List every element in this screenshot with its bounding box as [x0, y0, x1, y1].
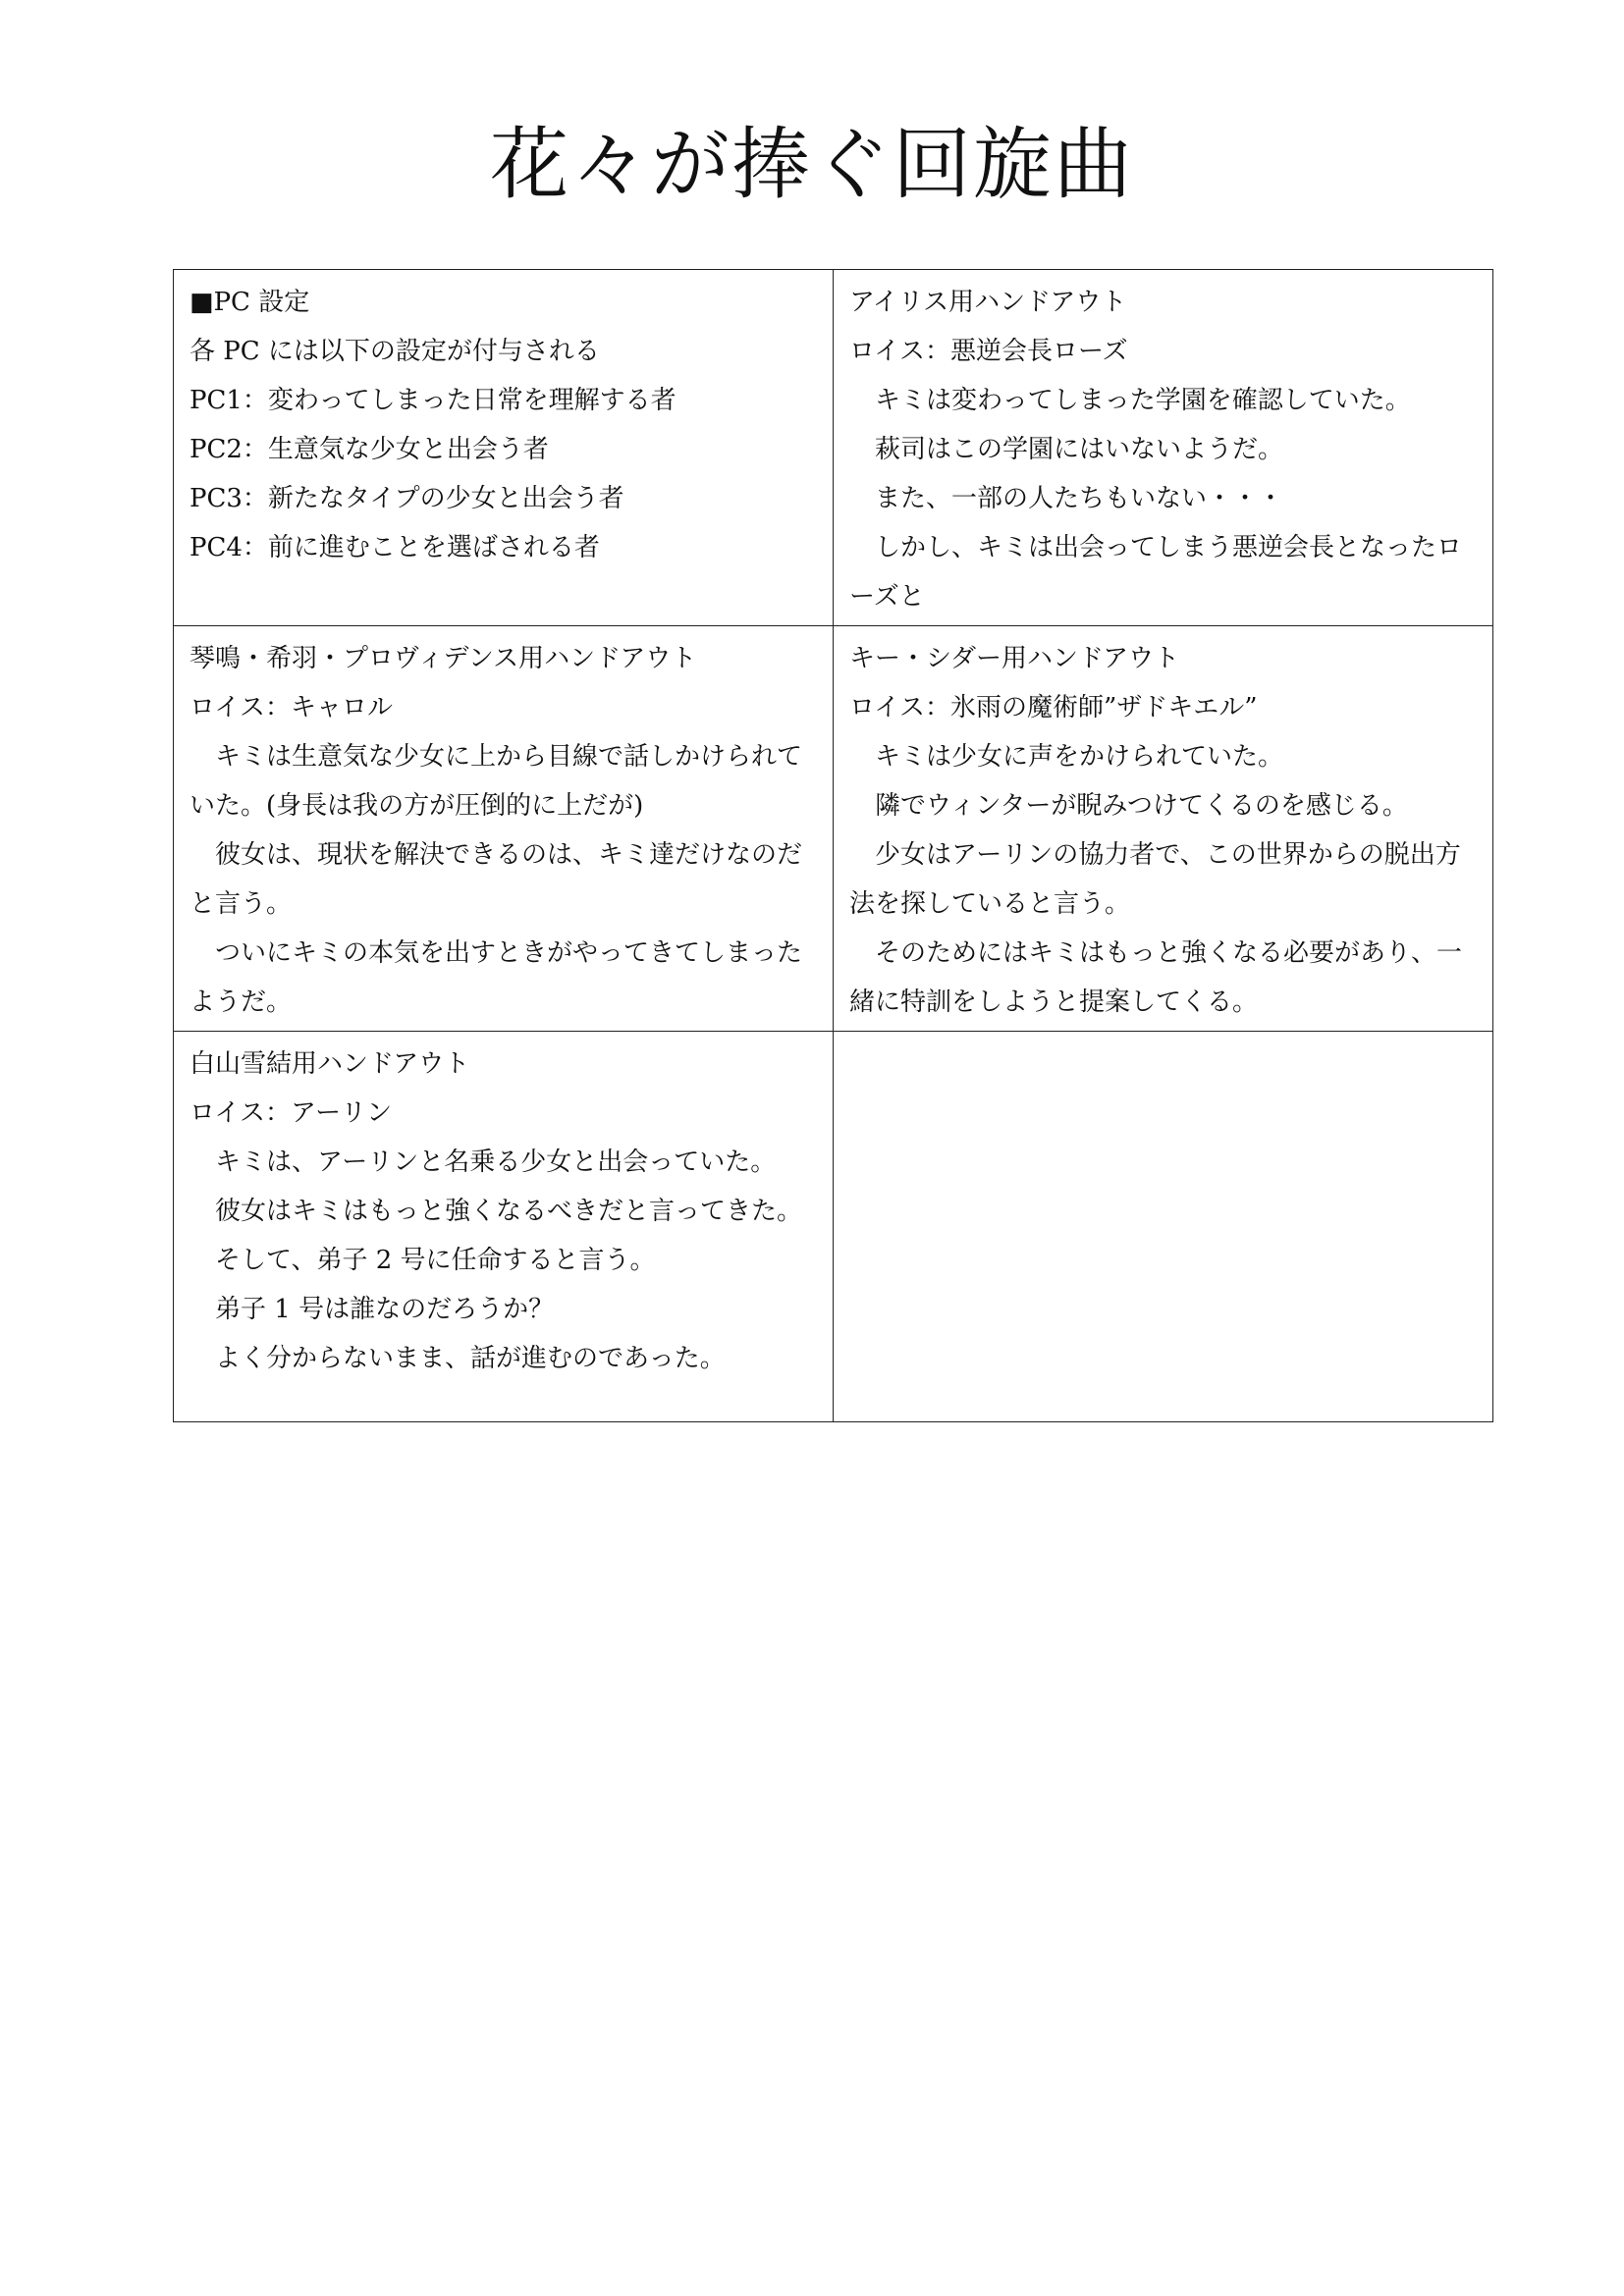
cell-line: キミは少女に声をかけられていた。	[849, 742, 1284, 772]
cell-line: そして、弟子 2 号に任命すると言う。	[189, 1246, 656, 1275]
cell-line: 各 PC には以下の設定が付与される	[189, 337, 600, 366]
iris-handout-cell	[834, 270, 1493, 626]
cell-heading: 琴鳴・希羽・プロヴィデンス用ハンドアウト	[189, 644, 697, 673]
cell-line: PC4：前に進むことを選ばされる者	[189, 533, 600, 562]
cell-line: そのためにはキミはもっと強くなる必要があり、一緒に特訓をしようと提案してくる。	[849, 938, 1463, 1017]
pc-settings-cell	[174, 270, 834, 626]
cell-line: 弟子 1 号は誰なのだろうか？	[189, 1295, 555, 1324]
cell-line: キミは生意気な少女に上から目線で話しかけられていた。(身長は我の方が圧倒的に上だが)	[189, 742, 803, 821]
key-cedar-handout-cell	[834, 626, 1493, 1032]
page-title: 花々が捧ぐ回旋曲	[490, 119, 1134, 210]
table-row	[174, 1032, 1493, 1422]
cell-line: 隣でウィンターが睨みつけてくるのを感じる。	[849, 791, 1408, 821]
cell-line: PC3：新たなタイプの少女と出会う者	[189, 484, 624, 513]
table-row	[174, 270, 1493, 626]
cell-line: ロイス：アーリン	[189, 1098, 393, 1128]
shirayama-handout-cell	[174, 1032, 834, 1422]
cell-line: ロイス：キャロル	[189, 693, 393, 722]
cell-line: 彼女はキミはもっと強くなるべきだと言ってきた。	[189, 1197, 803, 1226]
cell-heading: キー・シダー用ハンドアウト	[849, 644, 1180, 673]
cell-line: PC1：変わってしまった日常を理解する者	[189, 386, 677, 415]
cell-heading: アイリス用ハンドアウト	[849, 288, 1127, 317]
cell-heading: 白山雪結用ハンドアウト	[189, 1049, 470, 1079]
kotonari-handout-cell	[174, 626, 834, 1032]
cell-line: キミは、アーリンと名乗る少女と出会っていた。	[189, 1148, 777, 1177]
table-row	[174, 626, 1493, 1032]
cell-line: ついにキミの本気を出すときがやってきてしまったようだ。	[189, 938, 803, 1017]
cell-line: また、一部の人たちもいない・・・	[849, 484, 1284, 513]
cell-line: しかし、キミは出会ってしまう悪逆会長となったローズと	[849, 533, 1463, 612]
cell-line: 彼女は、現状を解決できるのは、キミ達だけなのだと言う。	[189, 840, 803, 919]
cell-line: キミは変わってしまった学園を確認していた。	[849, 386, 1411, 415]
cell-heading: ■PC 設定	[189, 288, 310, 317]
cell-line: 萩司はこの学園にはいないようだ。	[849, 435, 1284, 464]
cell-line: ロイス：氷雨の魔術師”ザドキエル”	[849, 693, 1258, 722]
empty-cell	[834, 1032, 1493, 1422]
cell-line: ロイス：悪逆会長ローズ	[849, 337, 1128, 366]
cell-line: PC2：生意気な少女と出会う者	[189, 435, 549, 464]
cell-line: よく分からないまま、話が進むのであった。	[189, 1344, 726, 1373]
cell-line: 少女はアーリンの協力者で、この世界からの脱出方法を探していると言う。	[849, 840, 1461, 919]
handout-table	[173, 269, 1493, 1422]
